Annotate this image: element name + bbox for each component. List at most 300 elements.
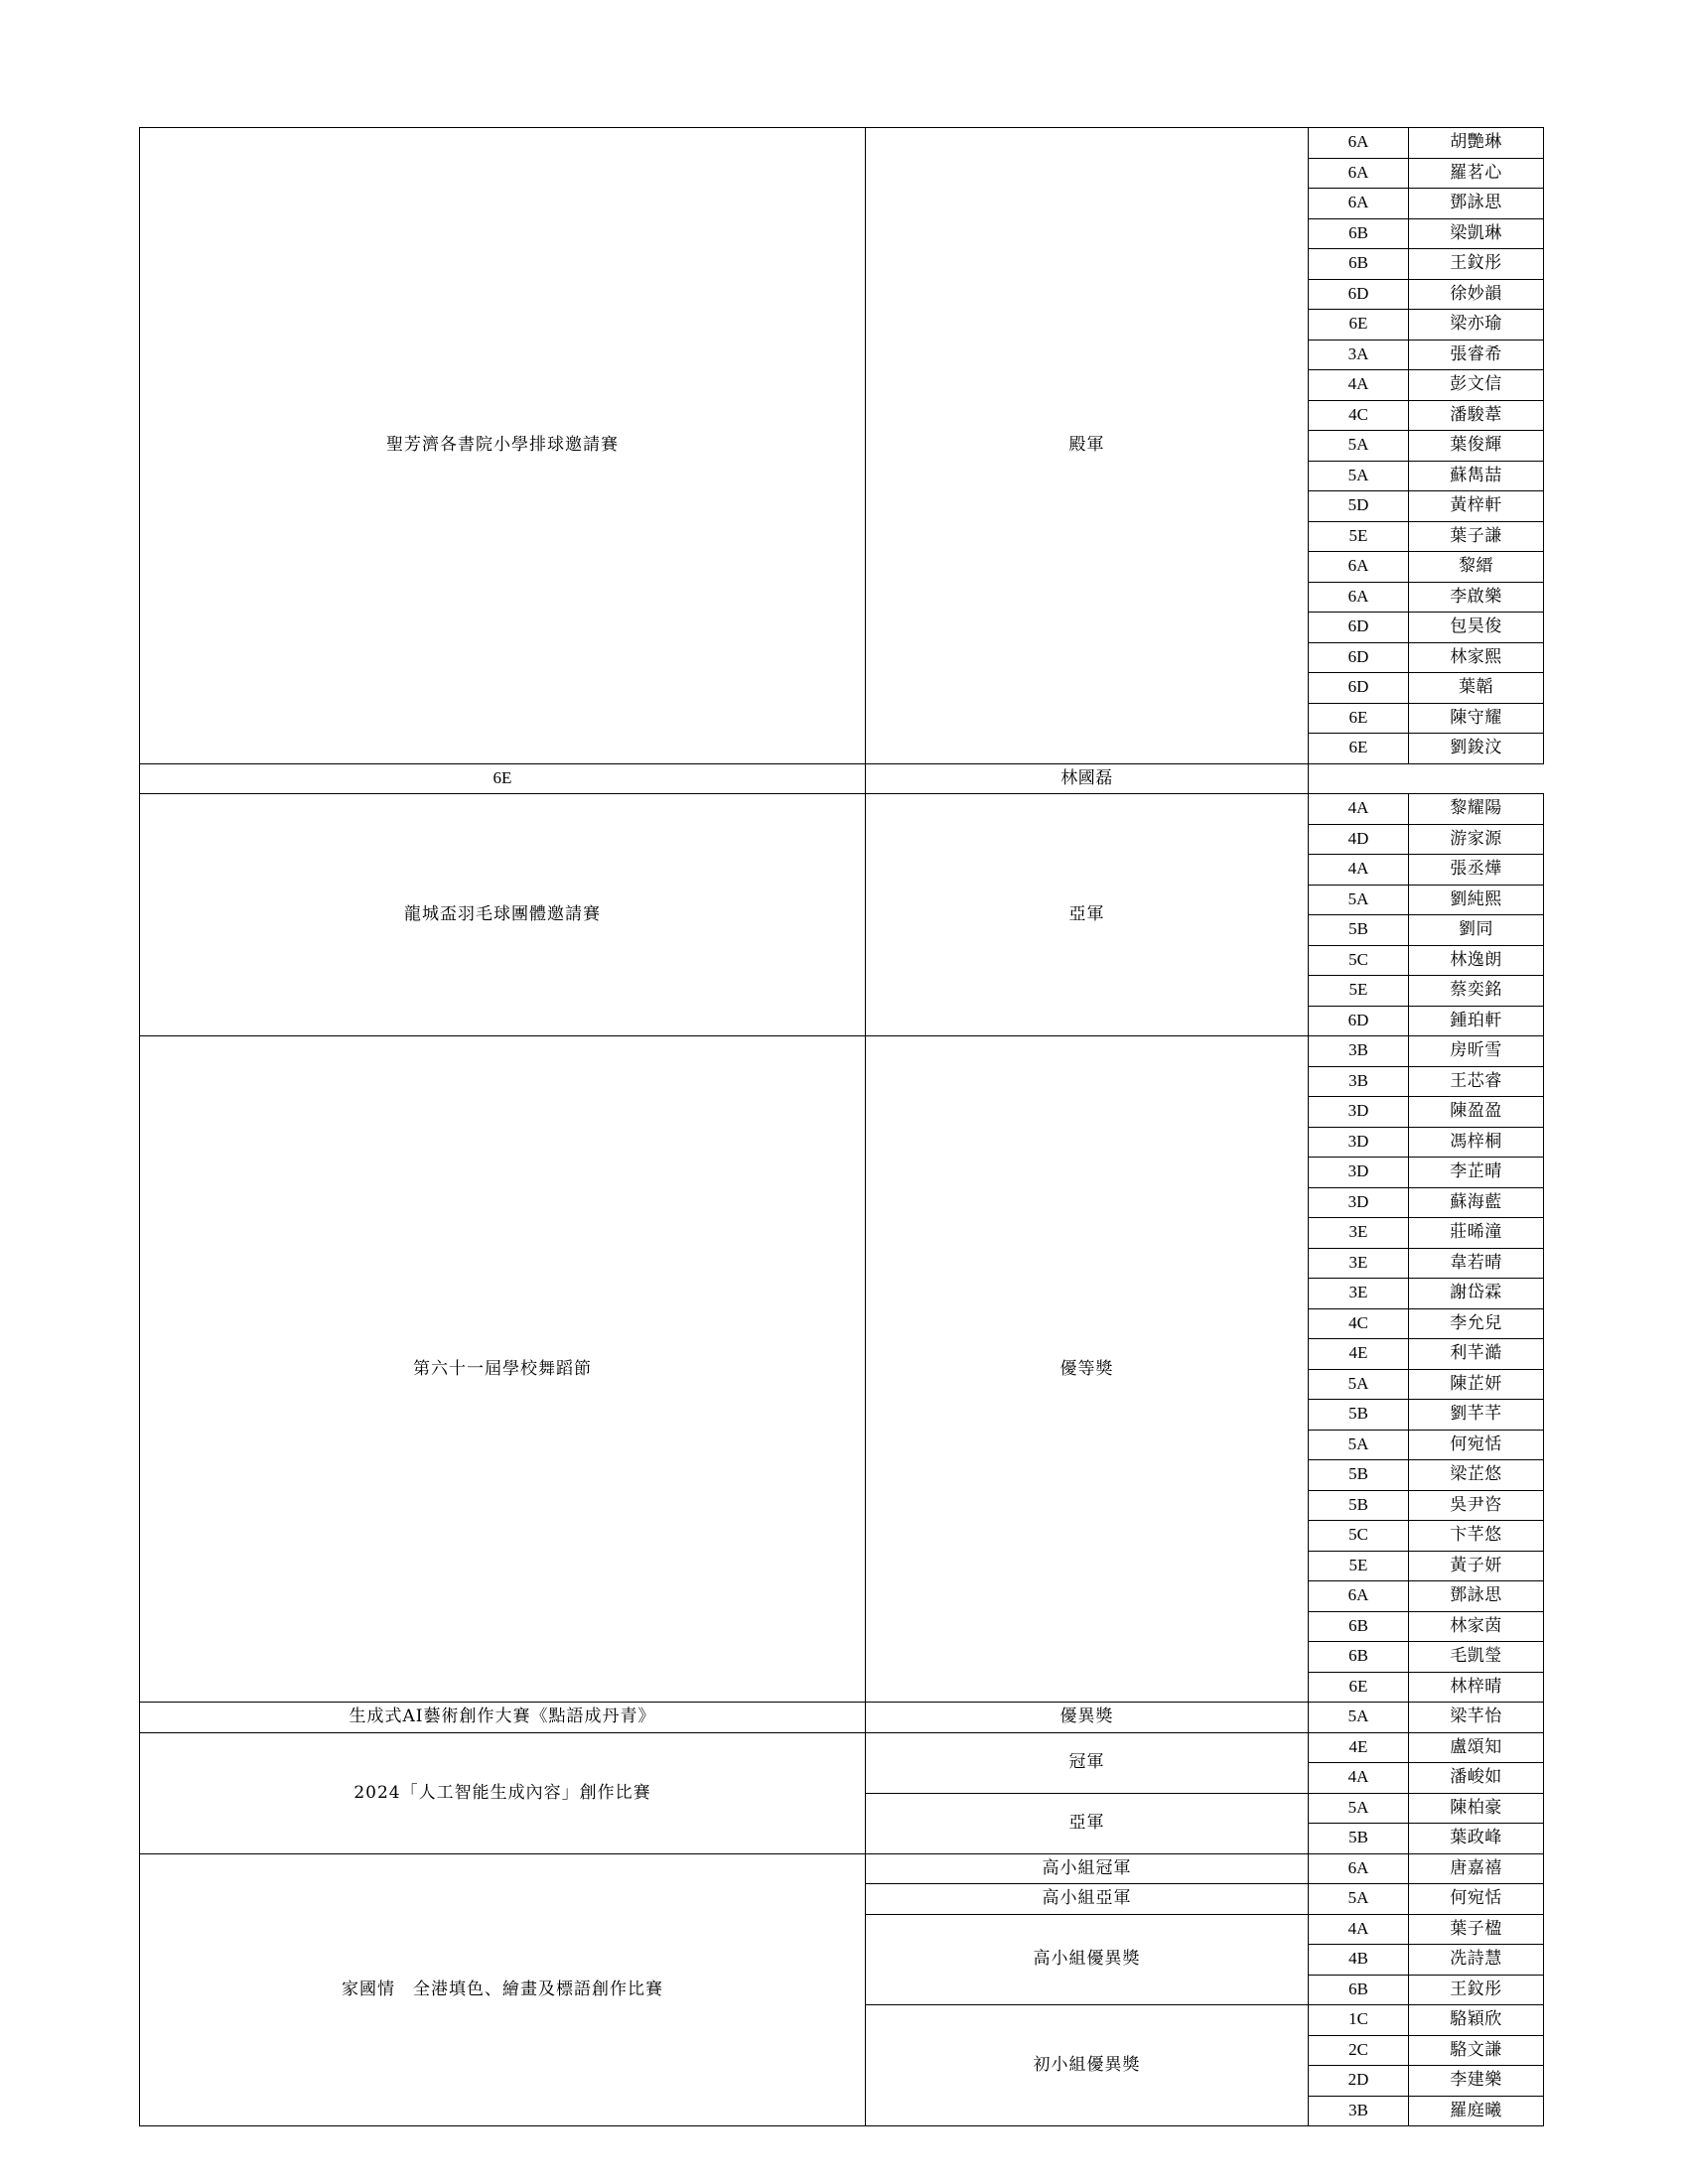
award-cell <box>866 1703 1309 1733</box>
student-name-cell <box>1409 1460 1544 1491</box>
student-name-text: 黃子妍 <box>1450 1555 1502 1575</box>
class-cell <box>1309 642 1409 673</box>
student-name-cell <box>1409 885 1544 915</box>
student-name-cell <box>1409 1581 1544 1612</box>
student-name-cell <box>1409 1369 1544 1400</box>
event-name-text: 生成式AI藝術創作大賽《點語成丹青》 <box>349 1706 656 1727</box>
class-text: 4B <box>1348 1949 1368 1969</box>
student-name-text: 吳尹咨 <box>1450 1494 1502 1515</box>
class-text: 6D <box>1347 616 1369 636</box>
class-text: 5B <box>1348 1494 1368 1514</box>
student-name-text: 林家茵 <box>1450 1615 1502 1636</box>
class-text: 6D <box>1347 283 1369 303</box>
student-name-cell <box>1409 1853 1544 1884</box>
student-name-text: 黎耀陽 <box>1450 798 1502 819</box>
student-name-cell <box>1409 2066 1544 2097</box>
student-name-text: 王鈫彤 <box>1450 1979 1502 1999</box>
student-name-text: 葉子楹 <box>1450 1918 1502 1939</box>
student-name-cell <box>1409 613 1544 643</box>
student-name-text: 韋若晴 <box>1450 1252 1502 1273</box>
student-name-cell <box>1409 1824 1544 1854</box>
table-row <box>140 794 1544 825</box>
student-name-text: 陳盈盈 <box>1450 1101 1502 1122</box>
class-text: 5A <box>1347 888 1369 908</box>
student-name-text: 劉芊芊 <box>1450 1404 1502 1425</box>
student-name-cell <box>1409 2005 1544 2036</box>
class-text: 5E <box>1348 525 1368 545</box>
student-name-text: 葉政峰 <box>1450 1828 1502 1848</box>
class-text: 5A <box>1347 435 1369 455</box>
class-cell <box>1309 673 1409 704</box>
class-cell <box>1309 703 1409 734</box>
student-name-text: 胡艷琳 <box>1450 132 1502 153</box>
class-cell <box>1309 1521 1409 1552</box>
student-name-text: 黎縉 <box>1459 556 1493 577</box>
student-name-cell <box>1409 1914 1544 1945</box>
student-name-cell <box>1409 1763 1544 1794</box>
class-cell <box>1309 521 1409 552</box>
student-name-cell <box>1409 1642 1544 1673</box>
student-name-cell <box>1409 158 1544 189</box>
student-name-text: 徐妙韻 <box>1450 283 1502 304</box>
student-name-text: 盧頌知 <box>1450 1736 1502 1757</box>
class-text: 5A <box>1347 465 1369 484</box>
event-name-text: 第六十一屆學校舞蹈節 <box>413 1358 592 1379</box>
class-text: 3D <box>1347 1161 1369 1181</box>
award-text: 優異獎 <box>1059 1706 1114 1727</box>
class-cell <box>1309 2066 1409 2097</box>
class-cell <box>1309 1824 1409 1854</box>
award-cell <box>866 1884 1309 1915</box>
class-cell <box>1309 1308 1409 1339</box>
class-text: 1C <box>1348 2009 1368 2029</box>
student-name-cell <box>1409 1703 1544 1733</box>
class-cell <box>1309 1642 1409 1673</box>
class-cell <box>1309 1158 1409 1188</box>
class-cell <box>1309 189 1409 219</box>
student-name-cell <box>1409 128 1544 159</box>
award-cell <box>866 1914 1309 2005</box>
class-cell <box>1309 1793 1409 1824</box>
student-name-cell <box>1409 1218 1544 1249</box>
class-cell <box>1309 340 1409 370</box>
class-text: 6D <box>1347 677 1369 697</box>
class-text: 6D <box>1347 646 1369 666</box>
class-cell <box>1309 1127 1409 1158</box>
student-name-text: 冼詩慧 <box>1450 1949 1502 1970</box>
student-name-text: 卞芊悠 <box>1450 1525 1502 1546</box>
award-text: 初小組優異獎 <box>1033 2055 1141 2076</box>
student-name-text: 蔡奕銘 <box>1450 980 1502 1001</box>
class-cell <box>1309 2096 1409 2126</box>
event-name-cell <box>140 128 866 764</box>
student-name-text: 潘駿葦 <box>1450 404 1502 425</box>
class-text: 3B <box>1348 1040 1368 1060</box>
class-cell <box>1309 279 1409 310</box>
class-cell <box>1309 1400 1409 1431</box>
class-cell <box>1309 1279 1409 1309</box>
class-cell <box>1309 1853 1409 1884</box>
class-text: 3D <box>1347 1101 1369 1121</box>
class-cell <box>1309 1581 1409 1612</box>
award-table-body <box>140 128 1544 2126</box>
student-name-text: 王鈫彤 <box>1450 253 1502 274</box>
class-text: 5B <box>1348 919 1368 939</box>
student-name-text: 劉同 <box>1459 919 1493 940</box>
student-name-text: 林逸朗 <box>1450 949 1502 970</box>
class-cell <box>1309 310 1409 341</box>
student-name-cell <box>1409 370 1544 401</box>
student-name-cell <box>1409 1975 1544 2005</box>
student-name-cell <box>1409 703 1544 734</box>
class-text: 3A <box>1347 343 1369 363</box>
class-cell <box>1309 431 1409 462</box>
class-cell <box>1309 1187 1409 1218</box>
student-name-text: 謝岱霖 <box>1450 1283 1502 1303</box>
student-name-cell <box>1409 1400 1544 1431</box>
student-name-text: 陳芷妍 <box>1450 1373 1502 1394</box>
class-cell <box>1309 2035 1409 2066</box>
class-cell <box>1309 915 1409 946</box>
award-text: 高小組亞軍 <box>1042 1888 1132 1909</box>
student-name-cell <box>1409 552 1544 583</box>
class-text: 3B <box>1348 1070 1368 1090</box>
class-text: 4A <box>1347 374 1369 394</box>
class-text: 6B <box>1348 1979 1368 1998</box>
student-name-text: 游家源 <box>1450 828 1502 849</box>
class-text: 6A <box>1347 1585 1369 1605</box>
class-text: 6E <box>1348 314 1368 334</box>
student-name-cell <box>1409 2035 1544 2066</box>
class-text: 6A <box>1347 132 1369 152</box>
class-text: 5E <box>1348 980 1368 1000</box>
class-cell <box>1309 249 1409 280</box>
class-text: 6E <box>1348 738 1368 757</box>
student-name-cell <box>1409 2096 1544 2126</box>
class-cell <box>1309 1945 1409 1976</box>
class-text: 4A <box>1347 1918 1369 1938</box>
class-cell <box>1309 1248 1409 1279</box>
class-text: 4A <box>1347 1767 1369 1787</box>
student-name-cell <box>1409 1430 1544 1460</box>
class-cell <box>1309 1763 1409 1794</box>
student-name-text: 駱穎欣 <box>1450 2009 1502 2030</box>
student-name-cell <box>1409 279 1544 310</box>
class-text: 5A <box>1347 1888 1369 1908</box>
award-cell <box>866 1793 1309 1853</box>
student-name-cell <box>1409 1945 1544 1976</box>
student-name-text: 葉子謙 <box>1450 525 1502 546</box>
table-row <box>140 763 1544 794</box>
student-name-cell <box>1409 340 1544 370</box>
class-text: 6E <box>1348 707 1368 727</box>
class-text: 4C <box>1348 404 1368 424</box>
student-name-cell <box>1409 1036 1544 1067</box>
student-name-text: 包昊俊 <box>1450 616 1502 637</box>
class-cell <box>1309 976 1409 1007</box>
student-name-text: 鄧詠思 <box>1450 1585 1502 1606</box>
class-cell <box>1309 1490 1409 1521</box>
award-text: 冠軍 <box>1068 1752 1105 1773</box>
class-text: 2D <box>1347 2070 1369 2090</box>
class-text: 3E <box>1348 1283 1368 1302</box>
student-name-text: 利芊澔 <box>1450 1343 1502 1364</box>
student-name-text: 張睿希 <box>1450 343 1502 364</box>
class-text: 4D <box>1347 828 1369 848</box>
student-name-cell <box>1409 1097 1544 1128</box>
student-name-cell <box>1409 1006 1544 1036</box>
table-row <box>140 1732 1544 1763</box>
class-text: 5A <box>1347 1797 1369 1817</box>
award-text: 高小組優異獎 <box>1033 1949 1141 1970</box>
class-text: 3E <box>1348 1252 1368 1272</box>
student-name-text: 鍾珀軒 <box>1450 1010 1502 1030</box>
award-text: 殿軍 <box>1068 435 1105 456</box>
student-name-cell <box>1409 1551 1544 1581</box>
student-name-cell <box>1409 521 1544 552</box>
class-text: 6A <box>1347 162 1369 182</box>
student-name-cell <box>1409 1339 1544 1370</box>
award-text: 優等獎 <box>1059 1358 1114 1379</box>
class-cell <box>1309 1611 1409 1642</box>
class-cell <box>1309 1218 1409 1249</box>
student-name-text: 劉鋑汶 <box>1450 738 1502 758</box>
student-name-cell <box>1409 1248 1544 1279</box>
class-text: 6A <box>1347 556 1369 576</box>
student-name-text: 林國磊 <box>1060 767 1113 788</box>
student-name-text: 劉純熙 <box>1450 888 1502 909</box>
class-cell <box>1309 1914 1409 1945</box>
award-cell <box>866 2005 1309 2126</box>
class-cell <box>1309 1975 1409 2005</box>
student-name-cell <box>1409 673 1544 704</box>
class-cell <box>1309 1339 1409 1370</box>
student-name-text: 梁芷悠 <box>1450 1464 1502 1485</box>
student-name-text: 林家熙 <box>1450 646 1502 667</box>
table-row <box>140 128 1544 159</box>
student-name-text: 毛凱瑩 <box>1450 1646 1502 1667</box>
class-cell <box>1309 491 1409 522</box>
student-name-text: 李芷晴 <box>1450 1161 1502 1182</box>
student-name-text: 蘇海藍 <box>1450 1191 1502 1212</box>
student-name-cell <box>1409 1490 1544 1521</box>
student-name-text: 蘇雋喆 <box>1450 465 1502 485</box>
class-cell <box>1309 370 1409 401</box>
class-text: 5A <box>1347 1373 1369 1393</box>
class-text: 3D <box>1347 1131 1369 1151</box>
class-cell <box>140 763 866 794</box>
class-cell <box>1309 128 1409 159</box>
student-name-cell <box>1409 310 1544 341</box>
event-name-cell <box>140 1732 866 1853</box>
class-cell <box>1309 885 1409 915</box>
award-cell <box>866 128 1309 764</box>
award-cell <box>866 794 1309 1036</box>
class-cell <box>1309 1551 1409 1581</box>
class-text: 5C <box>1348 1525 1368 1545</box>
student-name-text: 陳柏豪 <box>1450 1797 1502 1818</box>
class-text: 6E <box>492 767 512 787</box>
student-name-cell <box>1409 824 1544 855</box>
class-text: 5C <box>1348 949 1368 969</box>
event-name-text: 2024「人工智能生成內容」創作比賽 <box>353 1782 651 1803</box>
class-text: 5B <box>1348 1404 1368 1424</box>
award-cell <box>866 1732 1309 1793</box>
award-text: 亞軍 <box>1068 904 1105 925</box>
student-name-text: 葉韜 <box>1459 677 1493 698</box>
student-name-cell <box>1409 734 1544 764</box>
class-text: 2C <box>1348 2039 1368 2059</box>
class-text: 6B <box>1348 253 1368 273</box>
student-name-text: 李允兒 <box>1450 1312 1502 1333</box>
award-table <box>139 127 1544 2126</box>
table-row <box>140 1853 1544 1884</box>
class-cell <box>1309 613 1409 643</box>
student-name-cell <box>1409 1066 1544 1097</box>
class-text: 4A <box>1347 798 1369 818</box>
student-name-cell <box>1409 461 1544 491</box>
student-name-text: 莊晞潼 <box>1450 1222 1502 1243</box>
event-name-cell <box>140 1703 866 1733</box>
student-name-cell <box>1409 1884 1544 1915</box>
table-row <box>140 1036 1544 1067</box>
class-cell <box>1309 855 1409 886</box>
student-name-cell <box>866 763 1309 794</box>
student-name-cell <box>1409 1793 1544 1824</box>
student-name-text: 潘峻如 <box>1450 1767 1502 1788</box>
class-text: 4E <box>1348 1343 1368 1363</box>
student-name-text: 鄧詠思 <box>1450 193 1502 213</box>
student-name-text: 梁凱琳 <box>1450 222 1502 243</box>
student-name-cell <box>1409 1158 1544 1188</box>
class-text: 3B <box>1348 2100 1368 2119</box>
student-name-cell <box>1409 1672 1544 1703</box>
student-name-text: 王芯睿 <box>1450 1070 1502 1091</box>
class-text: 3D <box>1347 1191 1369 1211</box>
award-text: 高小組冠軍 <box>1042 1857 1132 1878</box>
student-name-cell <box>1409 855 1544 886</box>
class-cell <box>1309 1460 1409 1491</box>
student-name-text: 葉俊輝 <box>1450 435 1502 456</box>
class-cell <box>1309 824 1409 855</box>
class-cell <box>1309 794 1409 825</box>
class-text: 5A <box>1347 1433 1369 1453</box>
class-text: 5E <box>1348 1555 1368 1574</box>
class-cell <box>1309 1066 1409 1097</box>
student-name-cell <box>1409 945 1544 976</box>
class-text: 5B <box>1348 1828 1368 1847</box>
student-name-text: 房昕雪 <box>1450 1040 1502 1061</box>
student-name-cell <box>1409 400 1544 431</box>
student-name-cell <box>1409 491 1544 522</box>
student-name-cell <box>1409 915 1544 946</box>
student-name-cell <box>1409 794 1544 825</box>
student-name-text: 梁亦瑜 <box>1450 314 1502 335</box>
student-name-cell <box>1409 1611 1544 1642</box>
student-name-cell <box>1409 431 1544 462</box>
event-name-text: 家國情 全港填色、繪畫及標語創作比賽 <box>342 1979 663 1999</box>
class-cell <box>1309 1430 1409 1460</box>
student-name-cell <box>1409 976 1544 1007</box>
class-cell <box>1309 461 1409 491</box>
class-text: 3E <box>1348 1222 1368 1242</box>
class-cell <box>1309 1036 1409 1067</box>
class-text: 6A <box>1347 586 1369 606</box>
student-name-cell <box>1409 1187 1544 1218</box>
student-name-cell <box>1409 249 1544 280</box>
class-text: 6E <box>1348 1676 1368 1696</box>
student-name-cell <box>1409 1127 1544 1158</box>
student-name-text: 林梓晴 <box>1450 1676 1502 1697</box>
event-name-cell <box>140 1853 866 2126</box>
event-name-cell <box>140 794 866 1036</box>
class-text: 4E <box>1348 1736 1368 1756</box>
class-cell <box>1309 400 1409 431</box>
student-name-text: 羅茗心 <box>1450 162 1502 183</box>
student-name-text: 駱文謙 <box>1450 2039 1502 2060</box>
class-text: 5A <box>1347 1706 1369 1726</box>
class-text: 6D <box>1347 1010 1369 1029</box>
table-row <box>140 1703 1544 1733</box>
class-cell <box>1309 1672 1409 1703</box>
class-cell <box>1309 1369 1409 1400</box>
class-cell <box>1309 945 1409 976</box>
class-text: 4C <box>1348 1312 1368 1332</box>
class-cell <box>1309 1884 1409 1915</box>
class-text: 5B <box>1348 1464 1368 1484</box>
class-cell <box>1309 552 1409 583</box>
student-name-text: 梁芊怡 <box>1450 1706 1502 1727</box>
student-name-cell <box>1409 218 1544 249</box>
class-cell <box>1309 158 1409 189</box>
student-name-text: 唐嘉禧 <box>1450 1857 1502 1878</box>
class-cell <box>1309 1732 1409 1763</box>
class-cell <box>1309 734 1409 764</box>
class-text: 6A <box>1347 193 1369 212</box>
class-cell <box>1309 1703 1409 1733</box>
class-text: 6B <box>1348 1615 1368 1635</box>
award-cell <box>866 1036 1309 1703</box>
student-name-cell <box>1409 642 1544 673</box>
student-name-text: 陳守耀 <box>1450 707 1502 728</box>
student-name-cell <box>1409 1308 1544 1339</box>
class-cell <box>1309 2005 1409 2036</box>
award-text: 亞軍 <box>1068 1813 1105 1834</box>
class-text: 5D <box>1347 495 1369 515</box>
event-name-text: 龍城盃羽毛球團體邀請賽 <box>404 904 601 925</box>
student-name-text: 李建樂 <box>1450 2070 1502 2091</box>
class-text: 6B <box>1348 222 1368 242</box>
student-name-text: 羅庭曦 <box>1450 2100 1502 2120</box>
class-text: 6A <box>1347 1857 1369 1877</box>
student-name-text: 馮梓桐 <box>1450 1131 1502 1152</box>
student-name-cell <box>1409 1279 1544 1309</box>
award-cell <box>866 1853 1309 1884</box>
student-name-text: 李啟樂 <box>1450 586 1502 607</box>
student-name-cell <box>1409 1732 1544 1763</box>
class-text: 6B <box>1348 1646 1368 1666</box>
class-text: 4A <box>1347 859 1369 879</box>
student-name-text: 何宛恬 <box>1450 1888 1502 1909</box>
student-name-text: 彭文信 <box>1450 374 1502 395</box>
class-cell <box>1309 218 1409 249</box>
event-name-cell <box>140 1036 866 1703</box>
student-name-text: 張丞燁 <box>1450 859 1502 880</box>
student-name-cell <box>1409 582 1544 613</box>
student-name-cell <box>1409 1521 1544 1552</box>
class-cell <box>1309 582 1409 613</box>
student-name-text: 何宛恬 <box>1450 1433 1502 1454</box>
